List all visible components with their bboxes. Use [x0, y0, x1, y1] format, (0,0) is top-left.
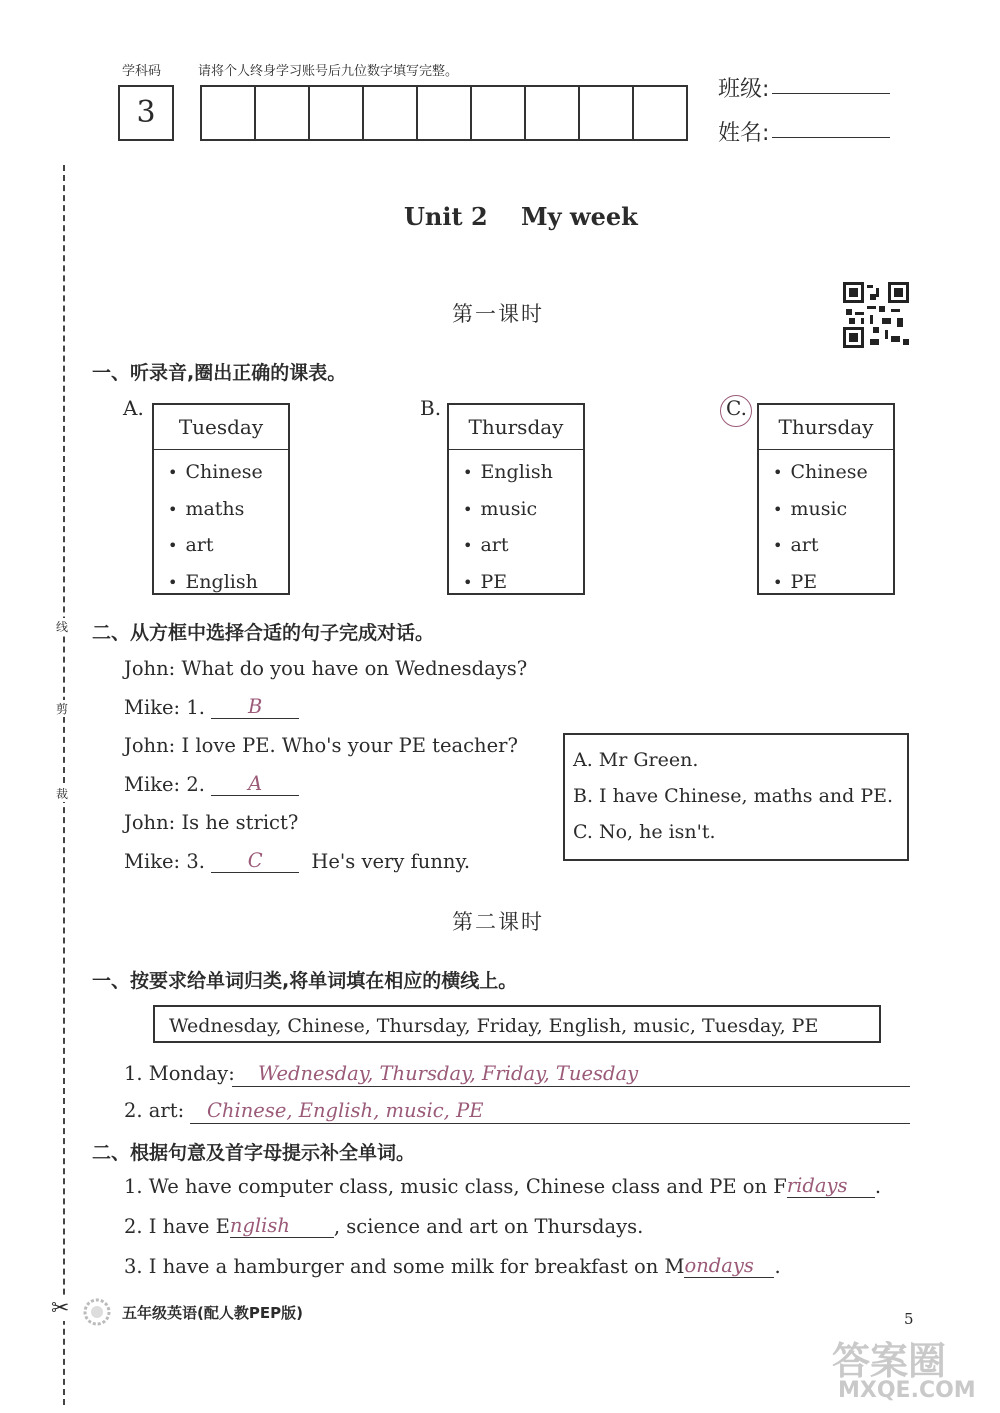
completion-item: [124, 1174, 881, 1198]
dialogue-line: [124, 695, 299, 719]
option-letter-b: B.: [420, 396, 442, 420]
option-letter-a: A.: [123, 396, 144, 420]
dialogue-line: [124, 734, 518, 757]
subject-code-box: 3: [118, 85, 174, 141]
dialogue-text: Is he strict?: [181, 811, 299, 834]
qr-code-icon: [843, 282, 909, 348]
subject-item: • PE: [773, 564, 893, 601]
speaker: John:: [124, 734, 176, 757]
timetable-b[interactable]: [447, 403, 585, 595]
digit-cell[interactable]: [364, 87, 418, 139]
subject-item: • Chinese: [168, 454, 288, 491]
subject-item: • art: [463, 527, 583, 564]
choice-a: A. Mr Green.: [573, 749, 699, 771]
dialogue-line: [124, 657, 527, 680]
subject-item: • music: [463, 491, 583, 528]
dialogue-text: What do you have on Wednesdays?: [181, 657, 528, 680]
subject-code-label: 学科码: [122, 64, 162, 79]
speaker: Mike:: [124, 696, 181, 719]
name-label: 姓名:: [718, 121, 770, 146]
page-number: 5: [904, 1310, 914, 1328]
timetable-c[interactable]: [757, 403, 895, 595]
completion-blank[interactable]: nglish: [230, 1214, 334, 1238]
scissors-icon: ✂: [51, 1296, 70, 1321]
subject-item: • maths: [168, 491, 288, 528]
book-title: 五年级英语(配人教PEP版): [122, 1304, 303, 1322]
timetable-day: Thursday: [449, 405, 583, 450]
item-number: 3.: [186, 850, 205, 873]
watermark-url: MXQE.COM: [838, 1378, 976, 1403]
subject-item: • Chinese: [773, 454, 893, 491]
sentence-text: .: [874, 1175, 882, 1198]
subject-item: • art: [168, 527, 288, 564]
lesson-two-title: 第二课时: [452, 910, 544, 934]
subject-item: • English: [168, 564, 288, 601]
digit-cell[interactable]: [202, 87, 256, 139]
completion-blank[interactable]: ridays: [787, 1174, 875, 1198]
subject-item: • English: [463, 454, 583, 491]
classify-prompt: 1. Monday:: [124, 1062, 235, 1085]
dialogue-text: He's very funny.: [311, 850, 471, 873]
sentence-text: .: [774, 1255, 781, 1278]
account-digit-boxes[interactable]: [200, 85, 688, 141]
word-bank: Wednesday, Chinese, Thursday, Friday, English, music, Tuesday, PE: [153, 1005, 881, 1043]
speaker: Mike:: [124, 850, 181, 873]
completion-item: [124, 1214, 643, 1238]
cut-mark-line: 线: [56, 620, 69, 634]
timetable-a[interactable]: [152, 403, 290, 595]
speaker: Mike:: [124, 773, 181, 796]
digit-cell[interactable]: [472, 87, 526, 139]
digit-cell[interactable]: [256, 87, 310, 139]
choice-c: C. No, he isn't.: [573, 821, 716, 843]
unit-title: Unit 2 My week: [404, 202, 638, 231]
digit-cell[interactable]: [526, 87, 580, 139]
dialogue-line: [124, 849, 470, 873]
digit-cell[interactable]: [634, 87, 686, 139]
sentence-text: 1. We have computer class, music class, Chinese class and PE on F: [124, 1175, 787, 1198]
class-field[interactable]: [772, 73, 890, 94]
sentence-text: 3. I have a hamburger and some milk for breakfast on M: [124, 1255, 685, 1278]
subject-item: • PE: [463, 564, 583, 601]
subject-item: • music: [773, 491, 893, 528]
answer-blank[interactable]: C: [211, 849, 299, 873]
choices-box: [563, 733, 909, 861]
watermark-logo: 答案圈: [832, 1339, 947, 1383]
option-letter-c: C.: [726, 396, 747, 420]
item-number: 2.: [186, 773, 205, 796]
completion-blank[interactable]: ondays: [684, 1254, 774, 1278]
decorative-gear-icon: [82, 1297, 112, 1327]
class-label: 班级:: [718, 77, 770, 102]
digit-cell[interactable]: [418, 87, 472, 139]
completion-item: [124, 1254, 781, 1278]
section-heading: 一、按要求给单词归类,将单词填在相应的横线上。: [92, 970, 518, 992]
cut-mark-cut: 剪: [56, 702, 69, 716]
sentence-text: 2. I have E: [124, 1215, 230, 1238]
classify-answer: Chinese, English, music, PE: [207, 1099, 484, 1122]
name-field[interactable]: [772, 117, 890, 138]
timetable-day: Thursday: [759, 405, 893, 450]
answer-blank[interactable]: B: [211, 695, 299, 719]
instruction-text: 请将个人终身学习账号后九位数字填写完整。: [198, 64, 459, 79]
section-heading: 一、听录音,圈出正确的课表。: [92, 362, 347, 384]
choice-b: B. I have Chinese, maths and PE.: [573, 785, 894, 807]
dialogue-line: [124, 772, 299, 796]
classify-answer: Wednesday, Thursday, Friday, Tuesday: [258, 1062, 639, 1085]
item-number: 1.: [186, 696, 205, 719]
speaker: John:: [124, 657, 176, 680]
section-heading: 二、从方框中选择合适的句子完成对话。: [92, 622, 435, 644]
dialogue-text: I love PE. Who's your PE teacher?: [181, 734, 518, 757]
lesson-one-title: 第一课时: [452, 302, 544, 326]
subject-item: • art: [773, 527, 893, 564]
answer-blank[interactable]: A: [211, 772, 299, 796]
sentence-text: , science and art on Thursdays.: [333, 1215, 644, 1238]
classify-prompt: 2. art:: [124, 1099, 185, 1122]
timetable-day: Tuesday: [154, 405, 288, 450]
digit-cell[interactable]: [310, 87, 364, 139]
cut-mark-trim: 裁: [56, 787, 69, 801]
digit-cell[interactable]: [580, 87, 634, 139]
section-heading: 二、根据句意及首字母提示补全单词。: [92, 1142, 416, 1164]
speaker: John:: [124, 811, 176, 834]
dialogue-line: [124, 811, 298, 834]
